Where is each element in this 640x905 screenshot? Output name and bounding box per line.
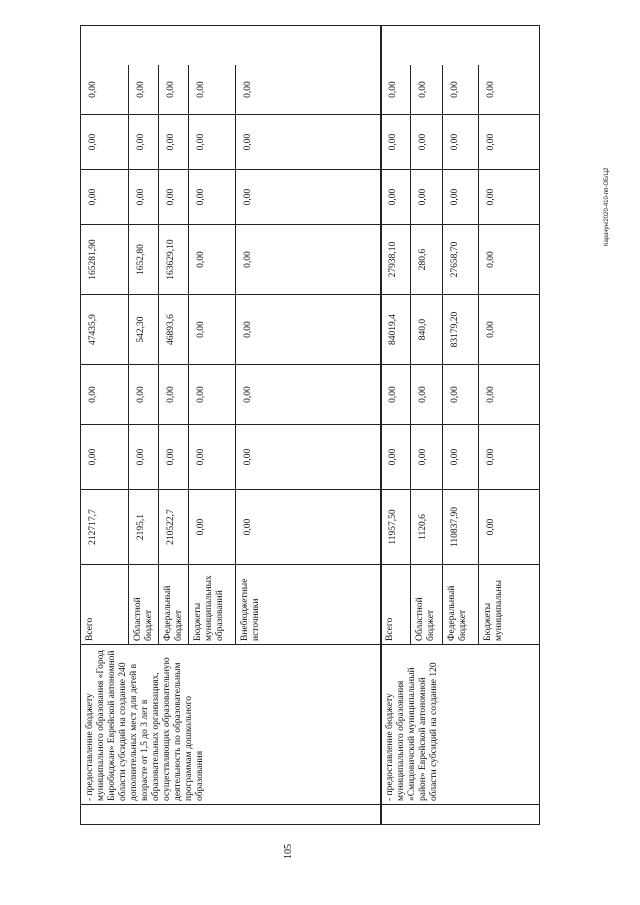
value-cell: 0,00 [80,365,128,425]
value-cell: 542,30 [128,295,158,365]
value-cell: 0,00 [235,425,380,490]
value-cell: 0,00 [128,65,158,115]
funding-source: Всего [380,565,410,645]
value-cell: 2195,1 [128,490,158,565]
value-cell: 0,00 [80,170,128,225]
value-cell: 840,0 [410,295,442,365]
value-cell: 280,6 [410,225,442,295]
value-cell: 0,00 [442,115,478,170]
value-cell: 163629,10 [158,225,188,295]
value-cell: 0,00 [442,170,478,225]
value-cell: 0,00 [158,170,188,225]
value-cell: 0,00 [188,115,235,170]
value-cell: 1120,6 [410,490,442,565]
value-cell: 0,00 [410,115,442,170]
value-cell: 27938,10 [380,225,410,295]
funding-source: Всего [80,565,128,645]
value-cell: 0,00 [128,425,158,490]
value-cell: 110837,90 [442,490,478,565]
value-cell: 0,00 [128,115,158,170]
value-cell: 0,00 [380,425,410,490]
value-cell: 0,00 [188,65,235,115]
value-cell: 0,00 [442,425,478,490]
value-cell: 0,00 [80,425,128,490]
value-cell: 0,00 [188,365,235,425]
index-column [80,805,540,825]
table-border-bottom [539,25,540,825]
funding-source: Областной бюджет [410,565,442,645]
value-cell: 0,00 [158,65,188,115]
document-stamp [592,96,622,246]
value-cell: 0,00 [158,115,188,170]
group-description: - предоставление бюджету муниципального образования «Смидовичский муниципальный район» Еврейской автономной области субсидий на создание 120 [380,645,540,805]
funding-source: Областной бюджет [128,565,158,645]
value-cell: 0,00 [380,365,410,425]
funding-source: Бюджеты муниципальных образований [188,565,235,645]
value-cell: 0,00 [235,365,380,425]
table-border-right [80,25,540,26]
stamp-text: Карачун/2020-410-пп-ОБ/Ц2 [604,167,610,246]
value-cell: 0,00 [478,425,540,490]
value-cell: 165281,90 [80,225,128,295]
funding-source: Федеральный бюджет [442,565,478,645]
value-cell: 0,00 [410,65,442,115]
value-cell: 0,00 [235,225,380,295]
value-cell: 0,00 [235,115,380,170]
value-cell: 0,00 [478,225,540,295]
value-cell: 0,00 [158,425,188,490]
value-cell: 0,00 [478,170,540,225]
value-cell: 0,00 [478,365,540,425]
rotated-table-page [80,25,540,859]
value-cell: 84019,4 [380,295,410,365]
value-cell: 0,00 [128,365,158,425]
value-cell: 0,00 [235,490,380,565]
value-cell: 0,00 [80,65,128,115]
value-cell: 0,00 [410,170,442,225]
value-cell: 0,00 [478,65,540,115]
value-cell: 0,00 [80,115,128,170]
value-cell: 0,00 [188,170,235,225]
value-cell: 0,00 [478,490,540,565]
value-cell: 46893,6 [158,295,188,365]
value-cell: 47435,9 [80,295,128,365]
value-cell: 0,00 [478,295,540,365]
page-number: 105 [283,844,294,859]
value-cell: 83179,20 [442,295,478,365]
funding-source: Внебюджетные источники [235,565,380,645]
value-cell: 27658,70 [442,225,478,295]
value-cell: 0,00 [380,170,410,225]
group-divider [380,25,382,825]
group-description: - предоставление бюджету муниципального образования «Город Биробиджан» Еврейской автономной области субсидий на создание 240 дополнительных мест для детей в возрасте от 1,5 до 3 лет в образовательных организациях, осуществляющих образовательную деятельность по образовательным программам дошкольного образования [80,645,380,805]
value-cell: 11957,50 [380,490,410,565]
value-cell: 210522,7 [158,490,188,565]
value-cell: 212717,7 [80,490,128,565]
value-cell: 0,00 [128,170,158,225]
value-cell: 0,00 [188,295,235,365]
funding-source: Федеральный бюджет [158,565,188,645]
value-cell: 0,00 [235,170,380,225]
value-cell: 0,00 [410,425,442,490]
value-cell: 0,00 [442,65,478,115]
value-cell: 0,00 [442,365,478,425]
value-cell: 0,00 [478,115,540,170]
value-cell: 1652,80 [128,225,158,295]
value-cell: 0,00 [188,490,235,565]
value-cell: 0,00 [158,365,188,425]
funding-source: Бюджеты муниципальны [478,565,540,645]
value-cell: 0,00 [380,115,410,170]
value-cell: 0,00 [380,65,410,115]
value-cell: 0,00 [410,365,442,425]
value-cell: 0,00 [235,65,380,115]
value-cell: 0,00 [188,425,235,490]
value-cell: 0,00 [188,225,235,295]
value-cell: 0,00 [235,295,380,365]
